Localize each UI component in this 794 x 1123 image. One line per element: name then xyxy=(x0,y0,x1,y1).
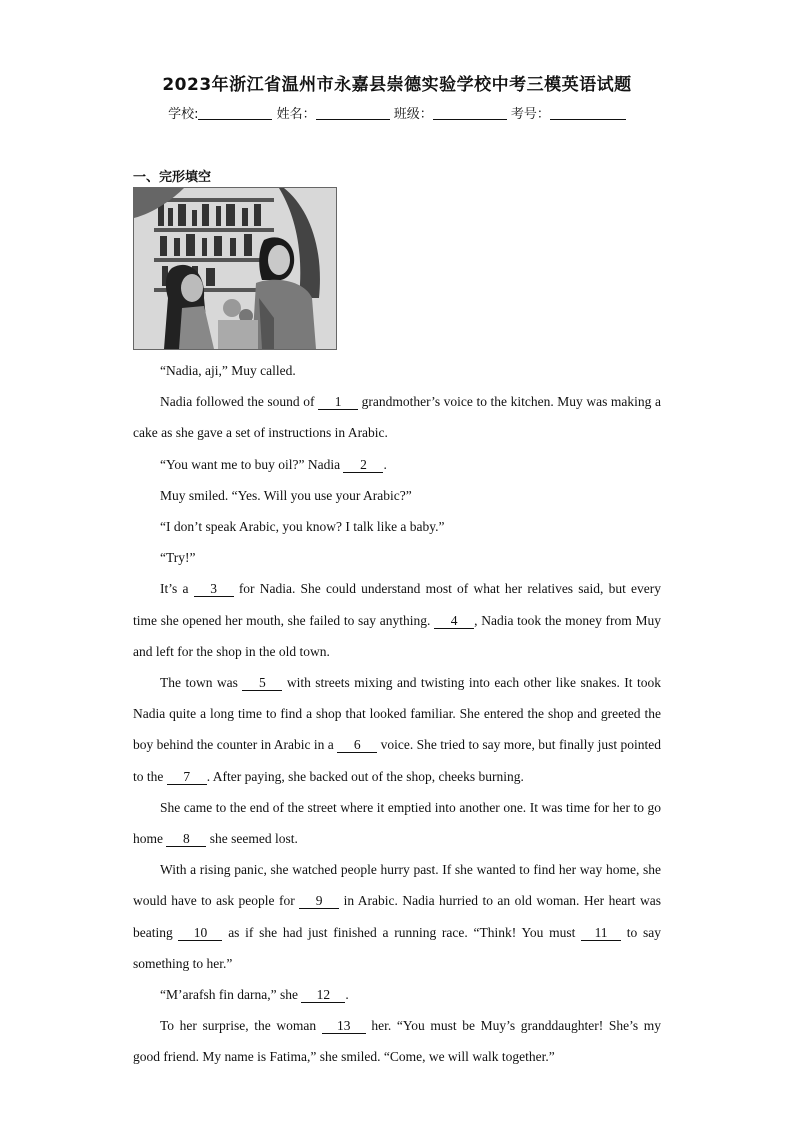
sentence: . xyxy=(345,987,349,1003)
sentence: “Try!” xyxy=(160,550,196,566)
sentence: . xyxy=(383,456,387,472)
class-field[interactable] xyxy=(433,106,507,120)
sentence: her. “You must be Muy’s granddaughter! She’s my good friend. My name is Fatima,” she smiled. “Come, we will walk together.” xyxy=(133,1018,661,1065)
sentence: as if she had just finished a running race. “Think! You must xyxy=(222,924,582,940)
sentence: for Nadia. She could understand most of what her relatives said, but every time she opened her mouth, she failed to say anything. xyxy=(133,581,661,628)
sentence: With a rising panic, she watched people hurry past. If she wanted to find her way home, she would have to ask people for xyxy=(133,862,661,909)
paragraph xyxy=(133,667,661,792)
blank-8[interactable]: 8 xyxy=(166,832,206,847)
paragraph xyxy=(133,792,661,854)
paragraph xyxy=(133,355,661,386)
blank-13[interactable]: 13 xyxy=(322,1019,366,1034)
class-label: 班级： xyxy=(393,107,433,122)
paragraph xyxy=(133,511,661,542)
sentence: in Arabic. Nadia hurried to an old woman. Her heart was beating xyxy=(133,893,661,940)
sentence: It’s a xyxy=(160,581,194,597)
blank-4[interactable]: 4 xyxy=(434,614,474,629)
blank-12[interactable]: 12 xyxy=(301,988,345,1003)
sentence: The town was xyxy=(160,675,243,691)
paragraph xyxy=(133,573,661,667)
blank-10[interactable]: 10 xyxy=(178,926,222,941)
sentence: Muy smiled. “Yes. Will you use your Arabic?” xyxy=(160,487,412,503)
sentence: “Nadia, aji,” Muy called. xyxy=(160,363,296,378)
sentence: , Nadia took the money from Muy and left for the shop in the old town. xyxy=(133,612,662,659)
blank-1[interactable]: 1 xyxy=(318,395,358,410)
paragraph xyxy=(133,854,661,979)
blank-11[interactable]: 11 xyxy=(581,926,621,941)
sentence: with streets mixing and twisting into each other like snakes. It took Nadia quite a long time to find a shop that looked familiar. She entered the shop and greeted the boy behind the counter in Arabic in a xyxy=(133,675,661,753)
blank-5[interactable]: 5 xyxy=(242,676,282,691)
page-title: 2023年浙江省温州市永嘉县崇德实验学校中考三模英语试题 xyxy=(162,75,632,95)
school-field[interactable] xyxy=(198,106,272,120)
sentence: to say something to her.” xyxy=(133,924,662,971)
paragraph xyxy=(133,1010,661,1072)
sentence: she seemed lost. xyxy=(206,831,298,847)
name-label: 姓名： xyxy=(276,107,316,122)
paragraph xyxy=(133,542,661,573)
blank-7[interactable]: 7 xyxy=(167,770,207,785)
sentence: voice. She tried to say more, but finally just pointed to the xyxy=(133,737,661,784)
blank-9[interactable]: 9 xyxy=(299,894,339,909)
blank-2[interactable]: 2 xyxy=(343,458,383,473)
illustration-shop-scene xyxy=(133,187,337,350)
illustration-svg xyxy=(134,188,336,349)
sentence: grandmother’s voice to the kitchen. Muy was making a cake as she gave a set of instructions in Arabic. xyxy=(133,394,661,441)
sentence: “You want me to buy oil?” Nadia xyxy=(160,456,344,472)
school-label: 学校: xyxy=(168,107,199,122)
paragraph xyxy=(133,386,661,448)
section-heading: 一、完形填空 xyxy=(133,170,212,185)
sentence: Nadia followed the sound of xyxy=(160,394,319,410)
paragraph xyxy=(133,449,661,480)
student-info-line xyxy=(0,103,794,122)
blank-6[interactable]: 6 xyxy=(337,738,377,753)
paragraph xyxy=(133,979,661,1010)
sentence: . After paying, she backed out of the shop, cheeks burning. xyxy=(206,768,524,784)
cloze-passage xyxy=(133,355,661,1073)
sentence: To her surprise, the woman xyxy=(160,1018,322,1034)
number-label: 考号： xyxy=(510,107,550,122)
sentence: She came to the end of the street where it emptied into another one. It was time for her to go home xyxy=(133,799,661,847)
paragraph xyxy=(133,480,661,511)
sentence: “M’arafsh fin darna,” she xyxy=(160,987,302,1003)
blank-3[interactable]: 3 xyxy=(194,582,234,597)
sentence: “I don’t speak Arabic, you know? I talk like a baby.” xyxy=(160,519,445,535)
name-field[interactable] xyxy=(316,106,390,120)
number-field[interactable] xyxy=(550,106,626,120)
